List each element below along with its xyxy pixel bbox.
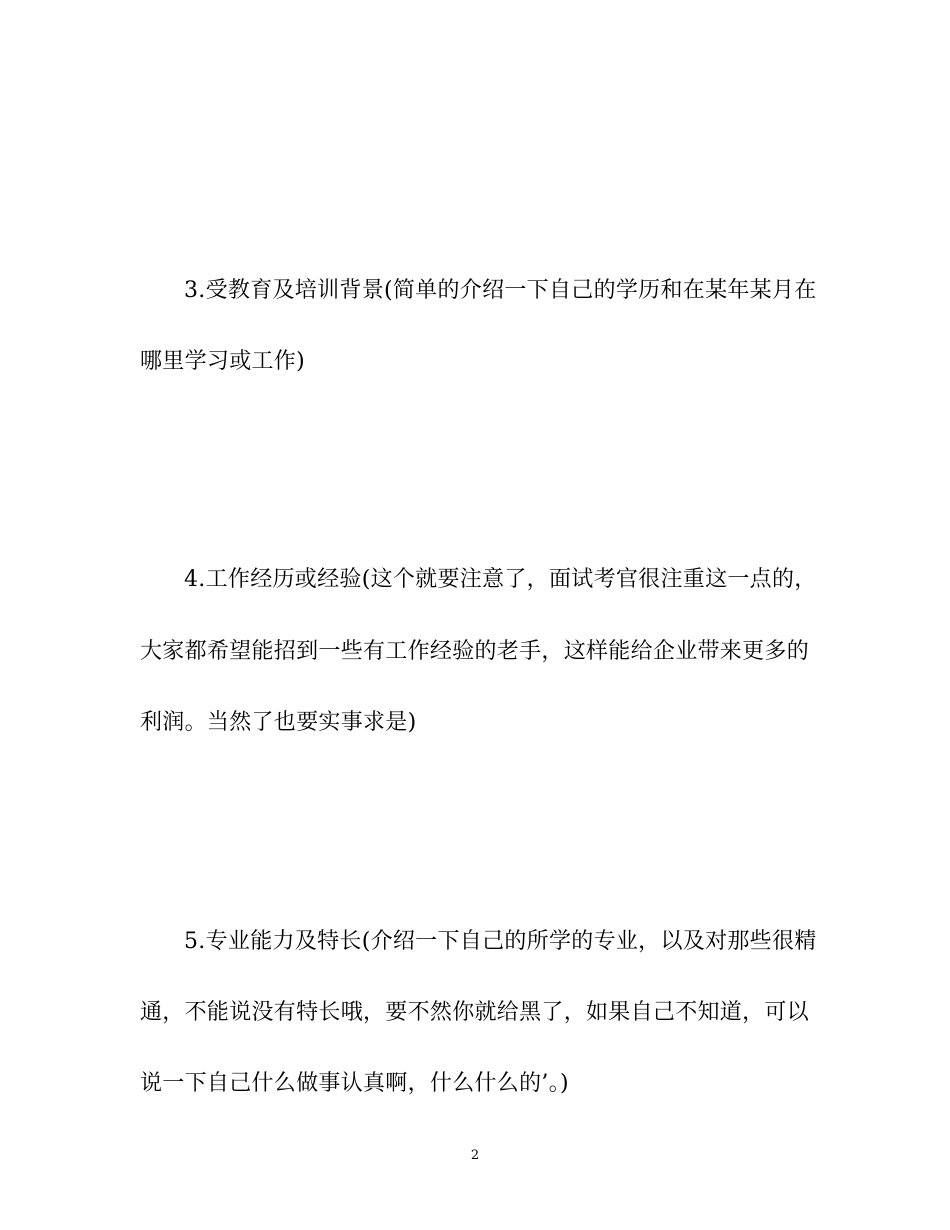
page-number: 2 [470,1148,480,1163]
paragraph-line: 通，不能说没有特长哦，要不然你就给黑了，如果自己不知道，可以 [140,1000,810,1025]
paragraph-line: 大家都希望能招到一些有工作经验的老手，这样能给企业带来更多的 [140,639,810,664]
paragraph-line: 说一下自己什么做事认真啊，什么什么的’。) [140,1071,569,1096]
paragraph-line: 3.受教育及培训背景(简单的介绍一下自己的学历和在某年某月在 [184,278,817,303]
paragraph-line: 5.专业能力及特长(介绍一下自己的所学的专业，以及对那些很精 [184,929,817,954]
paragraph-line: 利润。当然了也要实事求是) [140,710,417,735]
paragraph-line: 哪里学习或工作) [140,349,305,374]
paragraph-line: 4.工作经历或经验(这个就要注意了，面试考官很注重这一点的， [184,567,817,592]
